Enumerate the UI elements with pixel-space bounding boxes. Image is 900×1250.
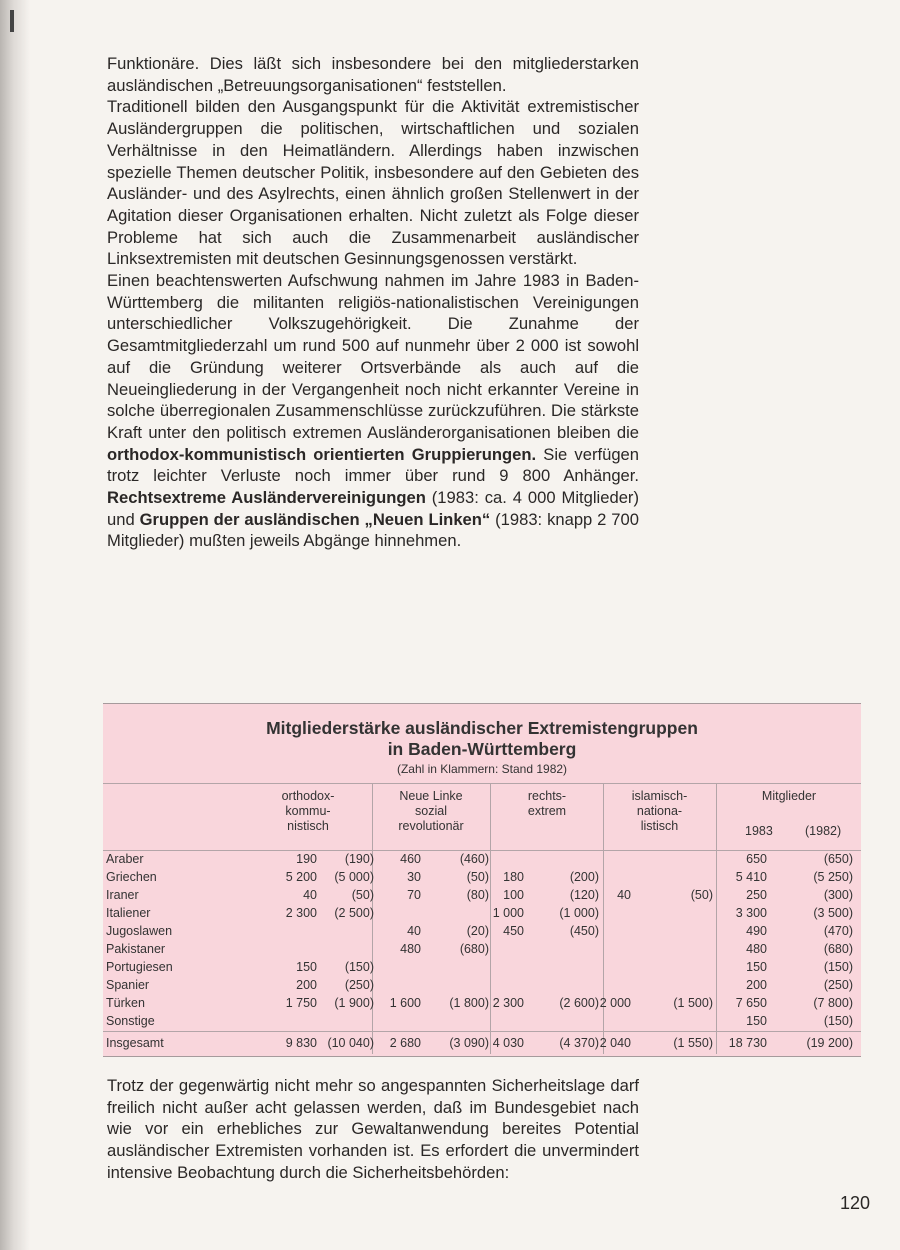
col-header-year-1982: (1982) <box>805 824 842 838</box>
cell-value-1982: (7 800) <box>813 996 853 1010</box>
col-header-rechts-text: rechts- extrem <box>527 789 567 818</box>
cell-value-1983: 1 600 <box>389 996 421 1010</box>
paragraph-text: Sie verfügen trotz leichter Verluste noch immer über rund 9 800 Anhänger. <box>107 444 639 486</box>
col-header-mitglieder-text: Mitglieder <box>761 789 817 803</box>
cell-value-1983: 18 730 <box>728 1036 767 1050</box>
col-header-mitglieder <box>721 789 857 804</box>
table-divider-4 <box>716 783 717 1054</box>
table-rule-header <box>103 783 861 784</box>
cell-value-1982: (250) <box>344 978 374 992</box>
cell-value-1983: 480 <box>746 942 767 956</box>
cell-value-1983: 1 750 <box>285 996 317 1010</box>
cell-value-1983: 250 <box>746 888 767 902</box>
cell-value-1982: (80) <box>466 888 489 902</box>
cell-value-1983: 480 <box>400 942 421 956</box>
cell-value-1983: 150 <box>746 1014 767 1028</box>
cell-value-1982: (5 000) <box>334 870 374 884</box>
row-label: Portugiesen <box>106 960 173 974</box>
cell-value-1982: (2 600) <box>559 996 599 1010</box>
cell-value-1982: (300) <box>823 888 853 902</box>
cell-value-1982: (10 040) <box>327 1036 374 1050</box>
cell-value-1982: (1 900) <box>334 996 374 1010</box>
cell-value-1982: (1 500) <box>673 996 713 1010</box>
cell-value-1982: (200) <box>569 870 599 884</box>
paragraph-text: (1983: ca. 4 000 Mitglieder) und <box>107 488 639 529</box>
row-label: Araber <box>106 852 144 866</box>
cell-value-1983: 1 000 <box>492 906 524 920</box>
cell-value-1982: (460) <box>459 852 489 866</box>
emphasis-text: orthodox-kommunistisch orientierten Gruppierungen. <box>107 444 537 464</box>
page-number: 120 <box>840 1193 871 1213</box>
cell-value-1983: 2 000 <box>599 996 631 1010</box>
table-rule-total <box>103 1031 861 1032</box>
cell-value-1983: 490 <box>746 924 767 938</box>
paragraph-text: Traditionell bilden den Ausgangspunkt für die Aktivität extremistischer Ausländergruppen die politischen, wirtschaftlichen und sozialen Verhältnisse in den Heimatländern. Allerdings haben inzwischen spezielle Themen deutscher Politik, insbesondere auf den Gebieten des Ausländer- und des Asylrechts, einen ähnlich großen Stellenwert in der Agitation dieser Organisationen erhalten. Nicht zuletzt als Folge dieser Probleme hat sich auch die Zusammenarbeit ausländischer Linksextremisten mit deutschen Gesinnungsgenossen verstärkt. <box>107 97 639 269</box>
cell-value-1983: 40 <box>407 924 421 938</box>
cell-value-1982: (5 250) <box>813 870 853 884</box>
body-paragraph <box>107 270 639 552</box>
table-divider-3 <box>603 783 604 1054</box>
page-binding-shadow <box>0 0 30 1250</box>
cell-value-1983: 200 <box>296 978 317 992</box>
paragraph-text: Funktionäre. Dies läßt sich insbesondere bei den mitgliederstarken ausländischen „Betreuungsorganisationen“ feststellen. <box>107 54 639 95</box>
col-header-islam <box>608 789 711 834</box>
cell-value-1982: (150) <box>344 960 374 974</box>
membership-table <box>103 703 861 1057</box>
intro-text <box>107 53 639 552</box>
table-title: Mitgliederstärke ausländischer Extremistengruppen <box>266 718 698 738</box>
cell-value-1983: 2 300 <box>492 996 524 1010</box>
body-paragraph <box>107 53 639 96</box>
row-label: Spanier <box>106 978 150 992</box>
cell-value-1982: (680) <box>459 942 489 956</box>
cell-value-1983: 2 300 <box>285 906 317 920</box>
cell-value-1983: 190 <box>296 852 317 866</box>
cell-value-1982: (150) <box>823 960 853 974</box>
row-label: Insgesamt <box>106 1036 164 1050</box>
cell-value-1983: 150 <box>296 960 317 974</box>
col-header-neue-linke-text: Neue Linke sozial revolutionär <box>398 789 464 833</box>
table-subtitle: (Zahl in Klammern: Stand 1982) <box>396 762 568 776</box>
row-label: Jugoslawen <box>106 924 173 938</box>
cell-value-1982: (1 800) <box>449 996 489 1010</box>
cell-value-1983: 450 <box>503 924 524 938</box>
cell-value-1983: 100 <box>503 888 524 902</box>
col-header-orthodox <box>268 789 348 834</box>
cell-value-1983: 40 <box>303 888 317 902</box>
cell-value-1983: 30 <box>407 870 421 884</box>
cell-value-1982: (3 090) <box>449 1036 489 1050</box>
col-header-islam-text: islamisch- nationa- listisch <box>631 789 688 833</box>
cell-value-1982: (1 550) <box>673 1036 713 1050</box>
cell-value-1982: (50) <box>690 888 713 902</box>
cell-value-1982: (450) <box>569 924 599 938</box>
binding-mark <box>10 10 14 32</box>
cell-value-1982: (50) <box>466 870 489 884</box>
body-paragraph <box>107 96 639 270</box>
cell-value-1982: (19 200) <box>806 1036 853 1050</box>
cell-value-1982: (250) <box>823 978 853 992</box>
cell-value-1982: (4 370) <box>559 1036 599 1050</box>
table-rule-body <box>103 850 861 851</box>
cell-value-1983: 2 040 <box>599 1036 631 1050</box>
cell-value-1982: (680) <box>823 942 853 956</box>
cell-value-1982: (120) <box>569 888 599 902</box>
cell-value-1983: 7 650 <box>735 996 767 1010</box>
cell-value-1982: (150) <box>823 1014 853 1028</box>
cell-value-1983: 40 <box>617 888 631 902</box>
cell-value-1983: 5 200 <box>285 870 317 884</box>
cell-value-1983: 9 830 <box>285 1036 317 1050</box>
row-label: Türken <box>106 996 145 1010</box>
cell-value-1983: 5 410 <box>735 870 767 884</box>
cell-value-1983: 3 300 <box>735 906 767 920</box>
paragraph-text: (1983: knapp 2 700 Mitglieder) mußten jeweils Abgänge hinnehmen. <box>107 509 639 551</box>
emphasis-text: Rechtsextreme Ausländervereinigungen <box>107 488 426 508</box>
cell-value-1983: 2 680 <box>389 1036 421 1050</box>
cell-value-1982: (190) <box>344 852 374 866</box>
row-label: Sonstige <box>106 1014 155 1028</box>
row-label: Italiener <box>106 906 151 920</box>
row-label: Griechen <box>106 870 157 884</box>
cell-value-1982: (1 000) <box>559 906 599 920</box>
closing-paragraph: Trotz der gegenwärtig nicht mehr so angespannten Sicherheitslage darf freilich nicht außer acht gelassen werden, daß im Bundesgebiet nach wie vor ein erhebliches zur Gewaltanwendung bereites Potential ausländischer Extremisten vorhanden ist. Es erfordert die unvermindert intensive Beobachtung durch die Sicherheitsbehörden: <box>107 1076 639 1182</box>
col-header-rechts <box>503 789 591 819</box>
cell-value-1982: (2 500) <box>334 906 374 920</box>
table-divider-2 <box>490 783 491 1054</box>
cell-value-1983: 150 <box>746 960 767 974</box>
cell-value-1982: (650) <box>823 852 853 866</box>
cell-value-1982: (3 500) <box>813 906 853 920</box>
cell-value-1982: (20) <box>466 924 489 938</box>
paragraph-text: Einen beachtenswerten Aufschwung nahmen im Jahre 1983 in Baden-Württemberg die militanten religiös-nationalistischen Vereinigungen unterschiedlicher Volkszugehörigkeit. Die Zunahme der Gesamtmitgliederzahl um rund 500 auf nunmehr über 2 000 ist sowohl auf die Gründung weiterer Ortsverbände als auch auf die Neueingliederung in der Vergangenheit noch nicht erkannter Vereine in solche überregionalen Zusammenschlüsse zurückzuführen. Die stärkste Kraft unter den politisch extremen Ausländerorganisationen bleiben die <box>107 271 639 442</box>
cell-value-1983: 4 030 <box>492 1036 524 1050</box>
cell-value-1982: (470) <box>823 924 853 938</box>
cell-value-1983: 70 <box>407 888 421 902</box>
col-header-year-1983: 1983 <box>745 824 773 838</box>
emphasis-text: Gruppen der ausländischen „Neuen Linken“ <box>139 509 491 529</box>
row-label: Pakistaner <box>106 942 166 956</box>
row-label: Iraner <box>106 888 139 902</box>
cell-value-1983: 180 <box>503 870 524 884</box>
col-header-orthodox-text: orthodox- kommu- nistisch <box>281 789 335 833</box>
cell-value-1983: 650 <box>746 852 767 866</box>
table-title-line2: in Baden-Württemberg <box>387 739 577 759</box>
closing-text <box>107 1075 639 1184</box>
cell-value-1983: 460 <box>400 852 421 866</box>
cell-value-1982: (50) <box>351 888 374 902</box>
col-header-neue-linke <box>375 789 487 834</box>
cell-value-1983: 200 <box>746 978 767 992</box>
